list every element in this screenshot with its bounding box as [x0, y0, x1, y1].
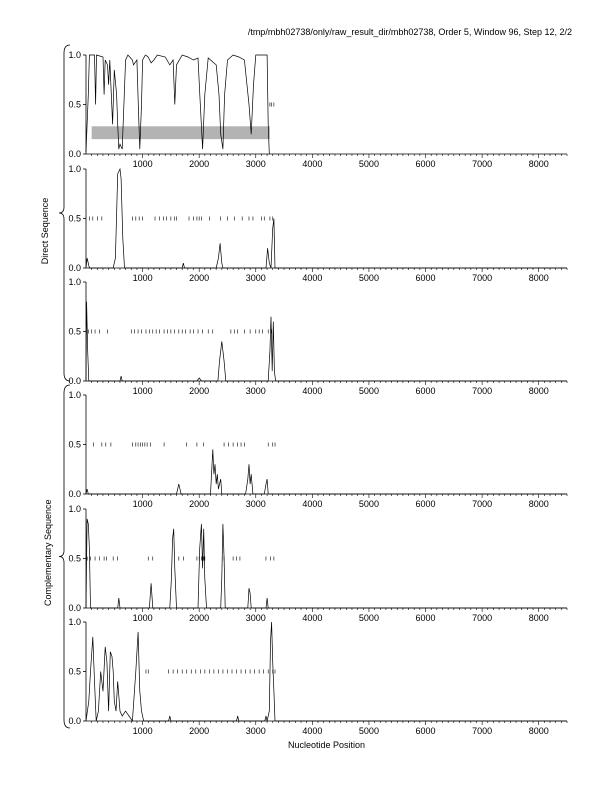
x-tick-label: 8000 [528, 159, 549, 169]
x-tick-label: 2000 [189, 613, 210, 623]
panel-6 [68, 617, 567, 736]
series-line [86, 449, 567, 494]
x-tick-label: 2000 [189, 273, 210, 283]
direct-sequence-label: Direct Sequence [40, 197, 50, 265]
y-tick-label: 0.5 [68, 213, 81, 224]
y-tick-label: 0.5 [68, 326, 81, 337]
x-tick-label: 8000 [528, 726, 549, 736]
x-tick-label: 6000 [415, 159, 436, 169]
x-tick-label: 6000 [415, 273, 436, 283]
x-tick-label: 3000 [245, 159, 266, 169]
x-tick-label: 5000 [358, 273, 379, 283]
x-tick-label: 6000 [415, 386, 436, 396]
x-tick-label: 7000 [472, 273, 493, 283]
x-tick-label: 8000 [528, 273, 549, 283]
x-tick-label: 7000 [472, 499, 493, 509]
x-tick-label: 4000 [302, 499, 323, 509]
x-tick-label: 7000 [472, 726, 493, 736]
y-tick-label: 1.0 [68, 164, 81, 174]
series-line [86, 302, 567, 381]
x-tick-label: 1000 [132, 159, 153, 169]
x-tick-label: 3000 [245, 726, 266, 736]
x-tick-label: 4000 [302, 273, 323, 283]
y-tick-label: 0.0 [68, 603, 81, 613]
x-tick-label: 6000 [415, 726, 436, 736]
y-tick-label: 1.0 [68, 277, 81, 287]
x-tick-label: 5000 [358, 499, 379, 509]
y-tick-label: 0.0 [68, 489, 81, 499]
x-tick-label: 7000 [472, 386, 493, 396]
series-line [86, 169, 567, 268]
x-tick-label: 4000 [302, 726, 323, 736]
series-line [86, 519, 567, 608]
x-tick-label: 4000 [302, 159, 323, 169]
x-tick-label: 1000 [132, 499, 153, 509]
x-tick-label: 2000 [189, 499, 210, 509]
x-tick-label: 5000 [358, 613, 379, 623]
x-tick-label: 2000 [189, 386, 210, 396]
x-tick-label: 7000 [472, 613, 493, 623]
y-tick-label: 0.0 [68, 376, 81, 386]
x-tick-label: 1000 [132, 613, 153, 623]
panel-4 [68, 390, 567, 509]
panel-2 [68, 164, 567, 283]
x-tick-label: 3000 [245, 499, 266, 509]
x-tick-label: 3000 [245, 386, 266, 396]
y-tick-label: 1.0 [68, 390, 81, 400]
x-tick-label: 7000 [472, 159, 493, 169]
x-tick-label: 8000 [528, 613, 549, 623]
x-tick-label: 2000 [189, 159, 210, 169]
x-tick-label: 5000 [358, 159, 379, 169]
x-tick-label: 5000 [358, 386, 379, 396]
y-tick-label: 0.5 [68, 439, 81, 450]
x-tick-label: 6000 [415, 499, 436, 509]
x-tick-label: 8000 [528, 386, 549, 396]
x-tick-label: 3000 [245, 273, 266, 283]
y-tick-label: 0.0 [68, 149, 81, 159]
x-tick-label: 1000 [132, 386, 153, 396]
y-tick-label: 0.0 [68, 263, 81, 273]
chart-panels [68, 50, 567, 736]
x-tick-label: 5000 [358, 726, 379, 736]
y-tick-label: 1.0 [68, 504, 81, 514]
y-tick-label: 0.5 [68, 553, 81, 564]
y-tick-label: 0.5 [68, 99, 81, 110]
x-tick-label: 6000 [415, 613, 436, 623]
panel-5 [68, 504, 567, 623]
x-tick-label: 8000 [528, 499, 549, 509]
x-tick-label: 3000 [245, 613, 266, 623]
panel-3 [68, 277, 567, 396]
x-tick-label: 1000 [132, 726, 153, 736]
x-tick-label: 2000 [189, 726, 210, 736]
page-title: /tmp/mbh02738/only/raw_result_dir/mbh02738, Order 5, Window 96, Step 12, 2/2 [247, 27, 572, 37]
panel-1 [68, 50, 567, 169]
y-tick-label: 1.0 [68, 50, 81, 60]
series-line [86, 622, 567, 721]
y-tick-label: 1.0 [68, 617, 81, 627]
x-tick-label: 4000 [302, 613, 323, 623]
x-axis-label: Nucleotide Position [287, 740, 366, 750]
y-tick-label: 0.5 [68, 666, 81, 677]
x-tick-label: 1000 [132, 273, 153, 283]
y-tick-label: 0.0 [68, 716, 81, 726]
complementary-sequence-label: Complementary Sequence [43, 499, 53, 606]
x-tick-label: 4000 [302, 386, 323, 396]
